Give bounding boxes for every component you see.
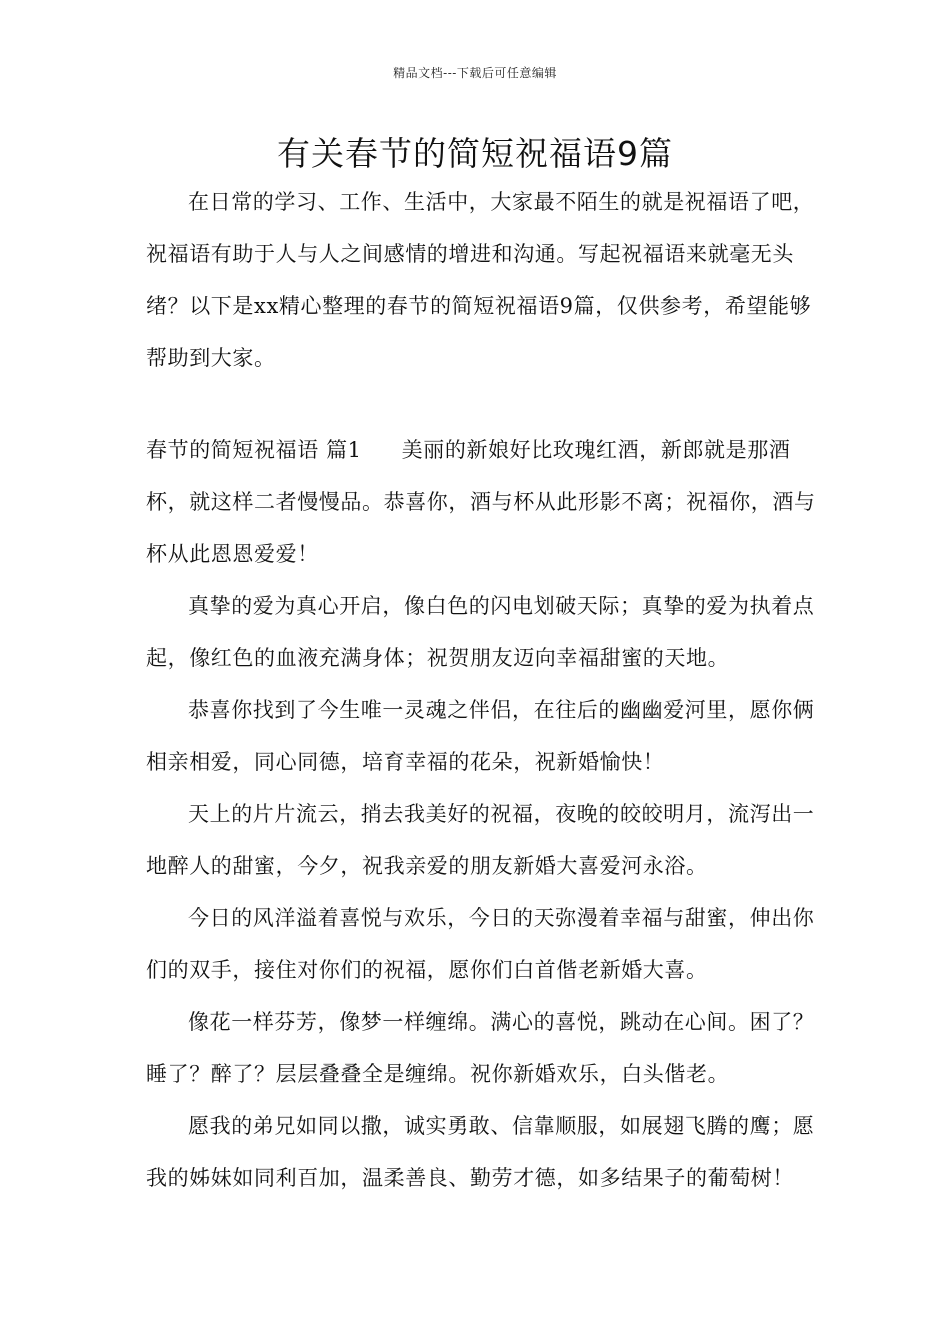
intro-paragraph: 在日常的学习、工作、生活中，大家最不陌生的就是祝福语了吧，祝福语有助于人与人之间感情的增进和沟通。写起祝福语来就毫无头绪？以下是xx精心整理的春节的简短祝福语9篇，仅供参考，希望能够帮助到大家。 (146, 190, 815, 370)
header-note: 精品文档---下载后可任意编辑 (393, 66, 557, 80)
paragraph-5: 像花一样芬芳，像梦一样缠绵。满心的喜悦，跳动在心间。困了？睡了？醉了？层层叠叠全是缠绵。祝你新婚欢乐，白头偕老。 (146, 1010, 815, 1086)
paragraph-4: 今日的风洋溢着喜悦与欢乐，今日的天弥漫着幸福与甜蜜，伸出你们的双手，接住对你们的祝福，愿你们白首偕老新婚大喜。 (146, 906, 815, 982)
paragraph-6: 愿我的弟兄如同以撒，诚实勇敢、信靠顺服，如展翅飞腾的鹰；愿我的姊妹如同利百加，温柔善良、勤劳才德，如多结果子的葡萄树！ (146, 1114, 815, 1190)
document-title: 有关春节的简短祝福语9篇 (277, 134, 673, 173)
section-heading: 春节的简短祝福语 篇1 (146, 438, 362, 462)
paragraph-3: 天上的片片流云，捎去我美好的祝福，夜晚的皎皎明月，流泻出一地醉人的甜蜜，今夕，祝我亲爱的朋友新婚大喜爱河永浴。 (146, 802, 815, 878)
paragraph-2: 恭喜你找到了今生唯一灵魂之伴侣，在往后的幽幽爱河里，愿你俩相亲相爱，同心同德，培育幸福的花朵，祝新婚愉快！ (146, 698, 815, 774)
section-first-text: 美丽的新娘好比玫瑰红酒，新郎就是那酒杯，就这样二者慢慢品。恭喜你，酒与杯从此形影不离；祝福你，酒与杯从此恩恩爱爱！ (146, 438, 816, 566)
paragraph-1: 真挚的爱为真心开启，像白色的闪电划破天际；真挚的爱为执着点起，像红色的血液充满身体；祝贺朋友迈向幸福甜蜜的天地。 (146, 594, 815, 670)
section-1 (146, 424, 826, 1204)
intro-block (146, 176, 826, 384)
section-first-paragraph (146, 424, 826, 580)
